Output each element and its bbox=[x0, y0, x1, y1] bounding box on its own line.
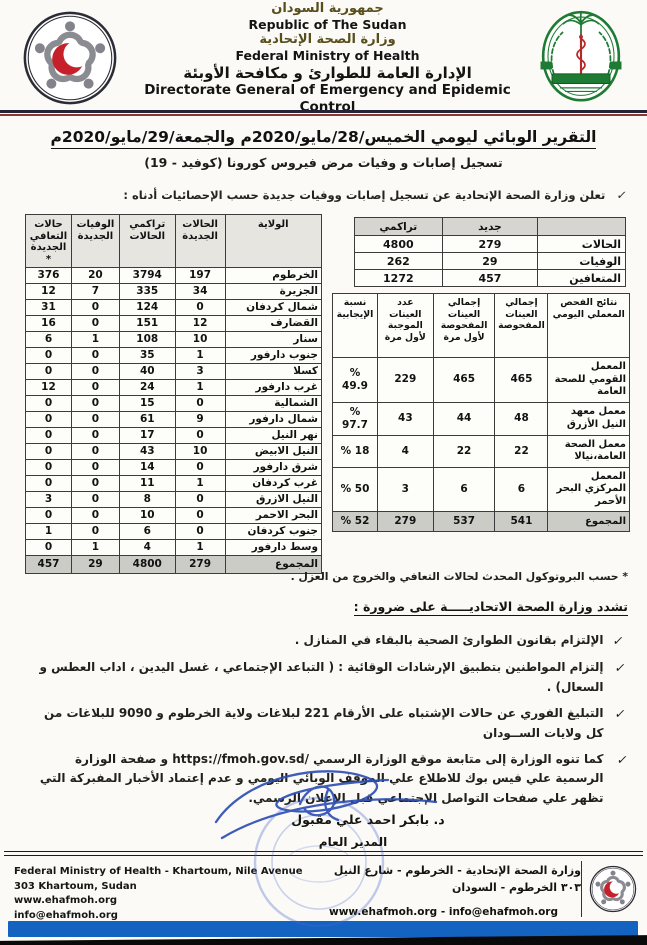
value-cell: 10 bbox=[175, 444, 225, 460]
table-row bbox=[26, 540, 322, 556]
footer-en-line: www.ehafmoh.org bbox=[14, 895, 118, 906]
value-cell: 1 bbox=[26, 524, 72, 540]
value-cell: 1 bbox=[175, 380, 225, 396]
value-cell: 0 bbox=[71, 428, 119, 444]
value-cell: 24 bbox=[119, 380, 175, 396]
signatory-name: د. بابكر احمد علي مقبول bbox=[291, 812, 445, 827]
value-cell: 465 bbox=[495, 358, 548, 403]
value-cell: 262 bbox=[355, 253, 443, 270]
col-new-deaths: الوفيات الجديدة bbox=[71, 215, 119, 268]
value-cell: 6 bbox=[495, 467, 548, 512]
value-cell: 3 bbox=[377, 467, 433, 512]
value-cell: 0 bbox=[26, 396, 72, 412]
value-cell: 0 bbox=[175, 460, 225, 476]
value-cell: 335 bbox=[119, 284, 175, 300]
table-total-row bbox=[333, 512, 630, 532]
row-label: الحالات bbox=[538, 236, 626, 253]
lab-table-header bbox=[333, 294, 630, 358]
row-label: القضارف bbox=[225, 316, 321, 332]
value-cell: 197 bbox=[175, 268, 225, 284]
table-row bbox=[26, 396, 322, 412]
footer-crescent-emblem-icon bbox=[581, 861, 637, 917]
value-cell: 4800 bbox=[355, 236, 443, 253]
row-label: غرب دارفور bbox=[225, 380, 321, 396]
value-cell: 0 bbox=[71, 300, 119, 316]
checkmark-icon: ✓ bbox=[613, 706, 627, 722]
value-cell: 4 bbox=[377, 435, 433, 467]
value-cell: 61 bbox=[119, 412, 175, 428]
advisory-item bbox=[28, 704, 627, 743]
value-cell: 12 bbox=[175, 316, 225, 332]
value-cell: 151 bbox=[119, 316, 175, 332]
ministry-name-english: Federal Ministry of Health bbox=[235, 47, 420, 63]
value-cell: 0 bbox=[71, 380, 119, 396]
states-table-header bbox=[26, 215, 322, 268]
value-cell: 0 bbox=[26, 444, 72, 460]
value-cell: 29 bbox=[71, 556, 119, 574]
row-label: الوفيات bbox=[538, 253, 626, 270]
value-cell: 1 bbox=[71, 540, 119, 556]
footer-url-line: www.ehafmoh.org - info@ehafmoh.org bbox=[329, 906, 558, 918]
row-label: معمل معهد النيل الأزرق bbox=[548, 402, 630, 435]
intro-line bbox=[20, 188, 627, 202]
value-cell: 3 bbox=[26, 492, 72, 508]
report-title: التقرير الوبائي ليومي الخميس/28/مايو/2020م والجمعة/29/مايو/2020م bbox=[51, 128, 597, 149]
value-cell: 457 bbox=[442, 270, 538, 287]
value-cell: 0 bbox=[175, 492, 225, 508]
checkmark-icon: ✓ bbox=[615, 752, 629, 767]
col-cumulative-cases: تراكمي الحالات bbox=[119, 215, 175, 268]
value-cell: 22 bbox=[433, 435, 495, 467]
table-total-row bbox=[26, 556, 322, 574]
states-cases-table bbox=[25, 214, 322, 574]
value-cell: 20 bbox=[71, 268, 119, 284]
header-divider bbox=[0, 110, 647, 116]
value-cell: % 97.7 bbox=[333, 402, 378, 435]
table-row bbox=[333, 358, 630, 403]
lab-results-table bbox=[332, 293, 630, 532]
summary-table-header bbox=[355, 218, 626, 236]
advisory-heading: تشدد وزارة الصحة الاتحاديـــــة على ضرورة : bbox=[353, 599, 628, 614]
row-label: شمال كردفان bbox=[225, 300, 321, 316]
value-cell: 48 bbox=[495, 402, 548, 435]
value-cell: 0 bbox=[175, 396, 225, 412]
value-cell: 43 bbox=[119, 444, 175, 460]
value-cell: 0 bbox=[71, 524, 119, 540]
value-cell: 10 bbox=[119, 508, 175, 524]
row-label: البحر الاحمر bbox=[225, 508, 321, 524]
row-label: جنوب دارفور bbox=[225, 348, 321, 364]
value-cell: 0 bbox=[71, 316, 119, 332]
col-positive-samples: عدد العينات الموجبة لأول مرة bbox=[377, 294, 433, 358]
value-cell: % 49.9 bbox=[333, 358, 378, 403]
value-cell: 0 bbox=[26, 428, 72, 444]
value-cell: 22 bbox=[495, 435, 548, 467]
value-cell: 0 bbox=[26, 460, 72, 476]
value-cell: 4 bbox=[119, 540, 175, 556]
col-state: الولاية bbox=[225, 215, 321, 268]
table-row bbox=[26, 268, 322, 284]
value-cell: 376 bbox=[26, 268, 72, 284]
value-cell: 17 bbox=[119, 428, 175, 444]
footer-ar-line: ٣٠٣ الخرطوم - السودان bbox=[452, 880, 581, 894]
table-row bbox=[26, 492, 322, 508]
value-cell: 1 bbox=[175, 476, 225, 492]
row-label: شرق دارفور bbox=[225, 460, 321, 476]
intro-text: تعلن وزارة الصحة الإتحادية عن تسجيل إصابات ووفيات جديدة حسب الإحصائيات أدناه : bbox=[123, 188, 606, 202]
value-cell: 12 bbox=[26, 380, 72, 396]
col-positivity-rate: نسبة الإيجابية bbox=[333, 294, 378, 358]
row-label: نهر النيل bbox=[225, 428, 321, 444]
summary-totals-table bbox=[354, 217, 626, 287]
table-row bbox=[355, 236, 626, 253]
advisory-item-text: الإلتزام بقانون الطوارئ الصحية بالبقاء في المنازل . bbox=[294, 633, 604, 647]
value-cell: 0 bbox=[26, 364, 72, 380]
value-cell: 279 bbox=[442, 236, 538, 253]
advisory-item bbox=[28, 631, 623, 651]
table-row bbox=[26, 460, 322, 476]
header-titles bbox=[118, 1, 537, 115]
row-label: شمال دارفور bbox=[225, 412, 321, 428]
value-cell: 6 bbox=[433, 467, 495, 512]
value-cell: 0 bbox=[26, 540, 72, 556]
value-cell: 0 bbox=[71, 444, 119, 460]
advisory-item bbox=[28, 658, 627, 697]
value-cell: 3 bbox=[175, 364, 225, 380]
footer-en-line: 303 Khartoum, Sudan bbox=[14, 880, 137, 892]
ministry-name-arabic: وزارة الصحة الإتحادية bbox=[259, 31, 396, 47]
value-cell: 14 bbox=[119, 460, 175, 476]
value-cell: 44 bbox=[433, 402, 495, 435]
row-label: كسلا bbox=[225, 364, 321, 380]
country-name-english: Republic of The Sudan bbox=[248, 16, 407, 32]
row-label: الخرطوم bbox=[225, 268, 321, 284]
value-cell: 1272 bbox=[355, 270, 443, 287]
footer-blue-bar bbox=[8, 921, 638, 937]
row-label: وسط دارفور bbox=[225, 540, 321, 556]
value-cell: % 50 bbox=[333, 467, 378, 512]
value-cell: 0 bbox=[71, 396, 119, 412]
recovery-protocol-footnote: * حسب البروتوكول المحدث لحالات التعافي والخروج من العزل . bbox=[290, 570, 628, 583]
value-cell: 31 bbox=[26, 300, 72, 316]
checkmark-icon: ✓ bbox=[611, 633, 625, 648]
value-cell: 29 bbox=[442, 253, 538, 270]
value-cell: 4800 bbox=[119, 556, 175, 574]
value-cell: 0 bbox=[175, 524, 225, 540]
value-cell: 34 bbox=[175, 284, 225, 300]
table-row bbox=[26, 412, 322, 428]
value-cell: 15 bbox=[119, 396, 175, 412]
value-cell: 43 bbox=[377, 402, 433, 435]
row-label: المجموع bbox=[225, 556, 321, 574]
report-subtitle: تسجيل إصابات و وفيات مرض فيروس كورونا (كوفيد - 19) bbox=[144, 155, 503, 170]
value-cell: 0 bbox=[71, 412, 119, 428]
advisory-item-text: التبليغ الفوري عن حالات الإشتباه على الأرقام 221 لبلاغات ولاية الخرطوم و 9090 للبلاغات من كل ولايات الســودان bbox=[44, 706, 604, 740]
table-row bbox=[26, 300, 322, 316]
directorate-name-english: Directorate General of Emergency and Epidemic Control bbox=[144, 82, 511, 115]
row-label: المعمل المركزي البحر الأحمر bbox=[548, 467, 630, 512]
value-cell: 6 bbox=[26, 332, 72, 348]
value-cell: 0 bbox=[175, 300, 225, 316]
value-cell: 0 bbox=[71, 364, 119, 380]
value-cell: 0 bbox=[71, 476, 119, 492]
table-row bbox=[26, 332, 322, 348]
table-row bbox=[333, 467, 630, 512]
value-cell: 457 bbox=[26, 556, 72, 574]
signatory-title: المدير العام bbox=[318, 835, 388, 849]
value-cell: 0 bbox=[71, 508, 119, 524]
table-row bbox=[355, 253, 626, 270]
checkmark-icon: ✓ bbox=[615, 188, 629, 202]
value-cell: 0 bbox=[71, 460, 119, 476]
directorate-name-arabic: الإدارة العامة للطوارئ و مكافحة الأوبئة bbox=[183, 64, 472, 82]
table-row bbox=[26, 380, 322, 396]
value-cell: 0 bbox=[71, 492, 119, 508]
value-cell: 40 bbox=[119, 364, 175, 380]
value-cell: 0 bbox=[71, 348, 119, 364]
value-cell: 124 bbox=[119, 300, 175, 316]
value-cell: 35 bbox=[119, 348, 175, 364]
table-row bbox=[26, 476, 322, 492]
value-cell: 229 bbox=[377, 358, 433, 403]
footer-en-line: Federal Ministry of Health - Khartoum, Nile Avenue bbox=[14, 866, 303, 877]
row-label: النيل الازرق bbox=[225, 492, 321, 508]
col-cumulative: تراكمي bbox=[355, 218, 443, 236]
value-cell: 11 bbox=[119, 476, 175, 492]
value-cell: 12 bbox=[26, 284, 72, 300]
table-row bbox=[26, 364, 322, 380]
table-row bbox=[26, 316, 322, 332]
value-cell: 0 bbox=[26, 412, 72, 428]
row-label: المتعافين bbox=[538, 270, 626, 287]
footer-ar-line: وزارة الصحة الإتحادية - الخرطوم - شارع النيل bbox=[333, 864, 581, 877]
value-cell: 16 bbox=[26, 316, 72, 332]
table-row bbox=[26, 428, 322, 444]
value-cell: 279 bbox=[377, 512, 433, 532]
table-row bbox=[333, 435, 630, 467]
value-cell: 0 bbox=[175, 508, 225, 524]
title-block bbox=[0, 127, 647, 170]
col-new: جديد bbox=[442, 218, 538, 236]
row-label: جنوب كردفان bbox=[225, 524, 321, 540]
advisory-item-text: كما تنوه الوزارة إلى متابعة موقع الوزارة الرسمي /https://fmoh.gov.sd و صفحة الوزارة الرسمية علي فيس بوك للاطلاع علي الموقف الوبائي اليومي و عدم إعتماد الأخبار المفبركة التي تظهر علي صفحات التواصل الإجتماعي قبل الإعلان الرسمي. bbox=[39, 752, 604, 805]
value-cell: 1 bbox=[175, 348, 225, 364]
value-cell: 7 bbox=[71, 284, 119, 300]
row-label: غرب كردفان bbox=[225, 476, 321, 492]
table-row bbox=[26, 508, 322, 524]
row-label: معمل الصحة العامة،نيالا bbox=[548, 435, 630, 467]
value-cell: 537 bbox=[433, 512, 495, 532]
row-label: سنار bbox=[225, 332, 321, 348]
value-cell: % 52 bbox=[333, 512, 378, 532]
col-total-samples: إجمالي العينات المفحوصة bbox=[495, 294, 548, 358]
value-cell: 0 bbox=[175, 428, 225, 444]
value-cell: 108 bbox=[119, 332, 175, 348]
value-cell: 465 bbox=[433, 358, 495, 403]
footer-address-english bbox=[14, 861, 319, 923]
value-cell: 0 bbox=[26, 348, 72, 364]
col-new-cases: الحالات الجديدة bbox=[175, 215, 225, 268]
row-label: الشمالية bbox=[225, 396, 321, 412]
country-name-arabic: جمهورية السودان bbox=[271, 0, 384, 16]
value-cell: 279 bbox=[175, 556, 225, 574]
blank-header-cell bbox=[538, 218, 626, 236]
table-row bbox=[26, 348, 322, 364]
value-cell: 9 bbox=[175, 412, 225, 428]
value-cell: 3794 bbox=[119, 268, 175, 284]
row-label: الجزيرة bbox=[225, 284, 321, 300]
document-footer bbox=[14, 861, 637, 919]
value-cell: 1 bbox=[71, 332, 119, 348]
value-cell: 8 bbox=[119, 492, 175, 508]
ministry-of-health-emblem-icon bbox=[537, 8, 625, 108]
footer-address-arabic bbox=[319, 861, 581, 921]
value-cell: 0 bbox=[26, 508, 72, 524]
col-first-time-samples: إجمالي العينات المفحوصة لأول مرة bbox=[433, 294, 495, 358]
col-lab-name: نتائج الفحص المعملي اليومي bbox=[548, 294, 630, 358]
document-header bbox=[0, 0, 647, 115]
value-cell: 1 bbox=[175, 540, 225, 556]
value-cell: 0 bbox=[26, 476, 72, 492]
table-row bbox=[333, 402, 630, 435]
footer-en-line: info@ehafmoh.org bbox=[14, 909, 118, 921]
row-label: المعمل القومي للصحة العامة bbox=[548, 358, 630, 403]
red-crescent-emblem-icon bbox=[22, 10, 118, 106]
table-row bbox=[355, 270, 626, 287]
value-cell: 541 bbox=[495, 512, 548, 532]
table-row bbox=[26, 444, 322, 460]
advisory-item-text: إلتزام المواطنين بتطبيق الإرشادات الوقائية : ( التباعد الإجتماعي ، غسل اليدين ، اداب العطس و السعال) . bbox=[39, 660, 604, 694]
value-cell: % 18 bbox=[333, 435, 378, 467]
table-row bbox=[26, 284, 322, 300]
value-cell: 6 bbox=[119, 524, 175, 540]
checkmark-icon: ✓ bbox=[613, 660, 627, 676]
row-label: النيل الابيض bbox=[225, 444, 321, 460]
row-label: المجموع bbox=[548, 512, 630, 532]
col-new-recoveries: حالات التعافي الجديدة * bbox=[26, 215, 72, 268]
table-row bbox=[26, 524, 322, 540]
value-cell: 10 bbox=[175, 332, 225, 348]
